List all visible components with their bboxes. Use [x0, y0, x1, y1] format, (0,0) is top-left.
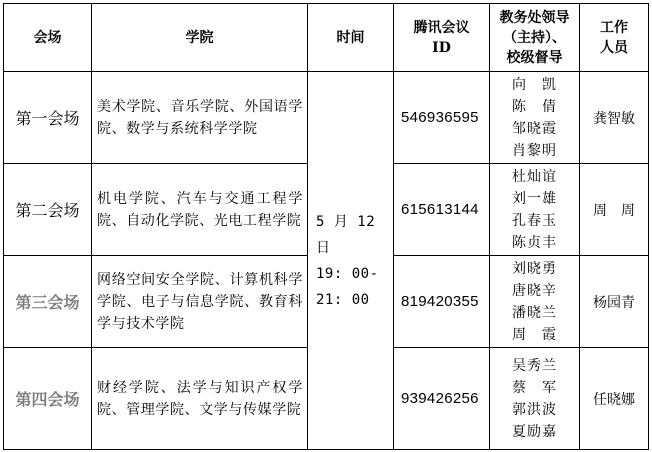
staff-cell: 周 周 [580, 164, 649, 256]
leader-name: 陈贞丰 [512, 234, 557, 251]
leader-name: 吴秀兰 [512, 357, 557, 374]
meeting-id-cell: 615613144 [394, 164, 490, 256]
venue-cell: 第三会场 [4, 256, 92, 348]
leader-name: 刘一雄 [512, 190, 557, 207]
leader-name: 邹晓霞 [512, 120, 557, 137]
leaders-cell [490, 256, 580, 348]
table-row [4, 72, 649, 164]
venue-cell: 第二会场 [4, 164, 92, 256]
leader-name: 潘晓兰 [512, 304, 557, 321]
header-meeting-id [394, 4, 490, 72]
leader-name: 蔡 军 [512, 379, 557, 396]
leader-name: 孔春玉 [512, 212, 557, 229]
header-staff [580, 4, 649, 72]
venue-cell: 第四会场 [4, 348, 92, 450]
colleges-cell: 财经学院、法学与知识产权学院、管理学院、文学与传媒学院 [92, 348, 308, 450]
staff-cell: 任晓娜 [580, 348, 649, 450]
time-cell [308, 72, 394, 450]
meeting-id-cell: 819420355 [394, 256, 490, 348]
colleges-cell: 机电学院、汽车与交通工程学院、自动化学院、光电工程学院 [92, 164, 308, 256]
meeting-schedule-table [3, 3, 649, 450]
header-leaders-line3: 校级督导 [506, 49, 563, 66]
header-staff-line2: 人员 [600, 39, 628, 56]
leader-name: 杜灿谊 [512, 168, 557, 185]
leader-name: 夏励嘉 [512, 423, 557, 440]
header-venue: 会场 [4, 4, 92, 72]
leader-name: 向 凯 [512, 76, 557, 93]
time-line: 21: 00 [316, 291, 370, 308]
header-meeting-line1: 腾讯会议 [413, 19, 470, 36]
staff-cell: 杨园青 [580, 256, 649, 348]
header-leaders-line2: （主持）、 [503, 29, 566, 46]
leader-name: 郭洪波 [512, 401, 557, 418]
time-line: 5 月 12 日 [316, 213, 376, 256]
leaders-cell [490, 348, 580, 450]
header-time: 时间 [308, 4, 394, 72]
leader-name: 肖黎明 [512, 142, 557, 159]
time-line: 19: 00- [316, 265, 379, 282]
venue-cell: 第一会场 [4, 72, 92, 164]
leader-name: 唐晓辛 [512, 282, 557, 299]
header-staff-line1: 工作 [600, 19, 628, 36]
colleges-cell: 美术学院、音乐学院、外国语学院、数学与系统科学学院 [92, 72, 308, 164]
meeting-id-cell: 939426256 [394, 348, 490, 450]
leaders-cell [490, 164, 580, 256]
leader-name: 周 霞 [512, 326, 557, 343]
header-leaders-line1: 教务处领导 [499, 9, 570, 26]
staff-cell: 龚智敏 [580, 72, 649, 164]
leaders-cell [490, 72, 580, 164]
header-meeting-line2: ID [432, 39, 451, 56]
header-leaders [490, 4, 580, 72]
leader-name: 刘晓勇 [512, 260, 557, 277]
colleges-cell: 网络空间安全学院、计算机科学学院、电子与信息学院、教育科学与技术学院 [92, 256, 308, 348]
header-row [4, 4, 649, 72]
leader-name: 陈 倩 [512, 98, 557, 115]
header-college: 学院 [92, 4, 308, 72]
meeting-id-cell: 546936595 [394, 72, 490, 164]
